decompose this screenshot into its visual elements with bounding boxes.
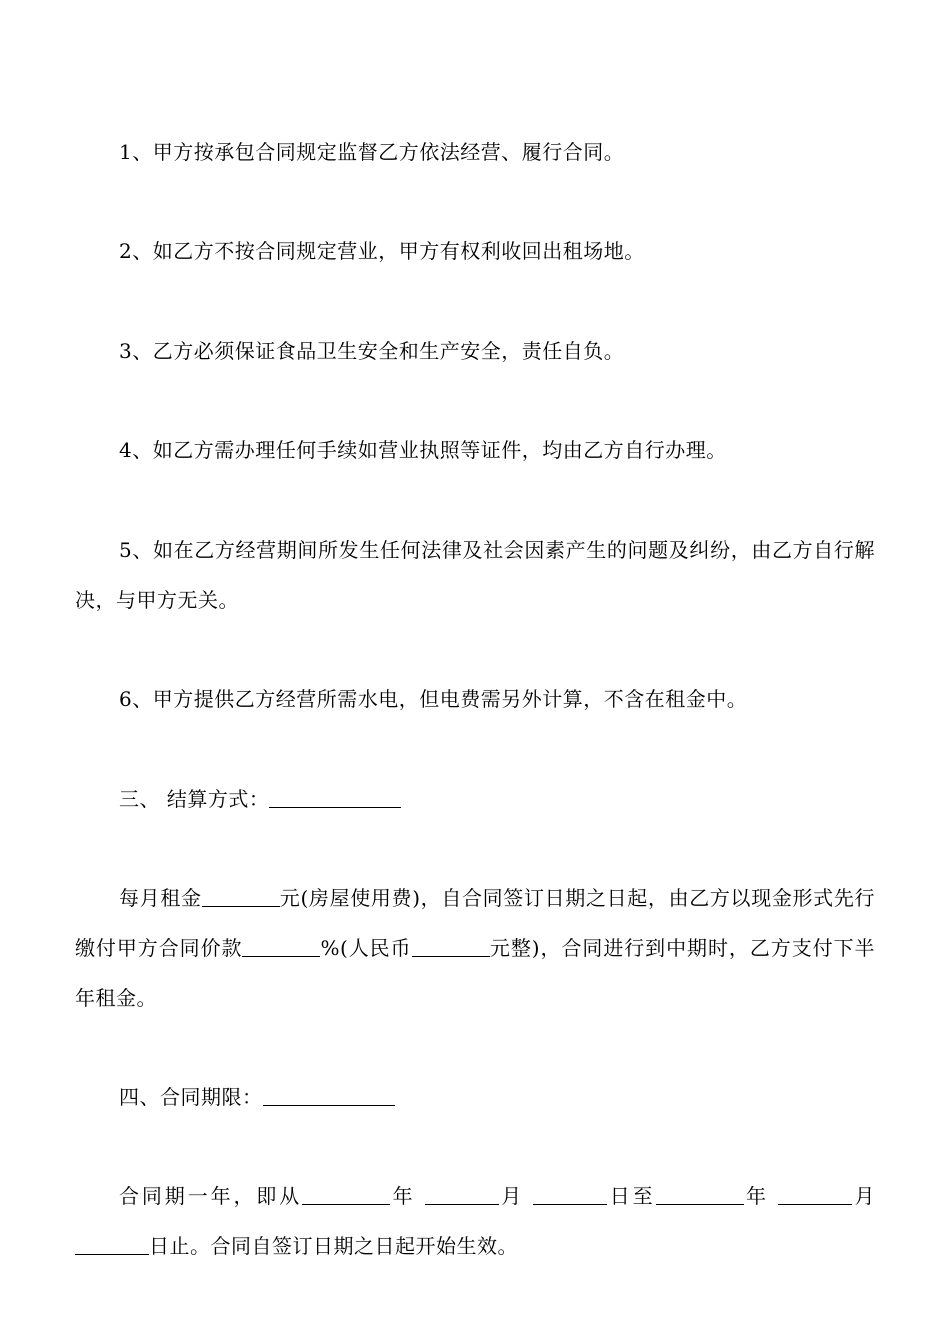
end-day-blank <box>75 1236 149 1255</box>
clause-3: 3、乙方必须保证食品卫生安全和生产安全，责任自负。 <box>119 339 625 363</box>
section-3-heading-text: 三、 结算方式： <box>119 787 270 811</box>
rent-text-1: 每月租金 <box>119 886 202 910</box>
settlement-method-blank <box>269 789 401 808</box>
end-year-blank <box>656 1186 744 1205</box>
section-4-heading-text: 四、合同期限： <box>119 1085 263 1109</box>
term-year-1: 年 <box>390 1184 416 1208</box>
start-day-blank <box>533 1186 607 1205</box>
section-3-heading <box>75 774 875 824</box>
term-paragraph <box>75 1171 875 1271</box>
term-text-1: 合同期一年，即从 <box>119 1184 303 1208</box>
clause-1: 1、甲方按承包合同规定监督乙方依法经营、履行合同。 <box>119 140 625 164</box>
rent-text-4: 元整)，合同进行到中期时，乙方支付下半年租金。 <box>75 936 876 1010</box>
clause-5: 5、如在乙方经营期间所发生任何法律及社会因素产生的问题及纠纷，由乙方自行解决，与甲方无关。 <box>75 538 875 612</box>
end-month-blank <box>778 1186 852 1205</box>
contract-term-blank <box>263 1087 395 1106</box>
monthly-rent-blank <box>202 888 280 907</box>
rent-text-2: 元(房屋使用费)，自合同签订日期之日起，由乙方以现金形式先行缴付甲方合同价款 <box>75 886 876 960</box>
clause-6: 6、甲方提供乙方经营所需水电，但电费需另外计算，不含在租金中。 <box>119 687 748 711</box>
rent-paragraph <box>75 873 875 1023</box>
rent-text-3: %(人民币 <box>320 936 412 960</box>
term-year-2: 年 <box>743 1184 769 1208</box>
rmb-amount-blank <box>412 938 490 957</box>
term-month-1: 月 <box>498 1184 525 1208</box>
clause-4: 4、如乙方需办理任何手续如营业执照等证件，均由乙方自行办理。 <box>119 438 727 462</box>
term-end-text: 日止。合同自签订日期之日起开始生效。 <box>149 1234 518 1258</box>
start-month-blank <box>425 1186 499 1205</box>
term-day-to: 日至 <box>607 1184 656 1208</box>
contract-percent-blank <box>242 938 320 957</box>
section-4-heading <box>75 1072 875 1122</box>
term-month-2: 月 <box>852 1184 876 1208</box>
clause-2: 2、如乙方不按合同规定营业，甲方有权利收回出租场地。 <box>119 239 645 263</box>
start-year-blank <box>302 1186 390 1205</box>
